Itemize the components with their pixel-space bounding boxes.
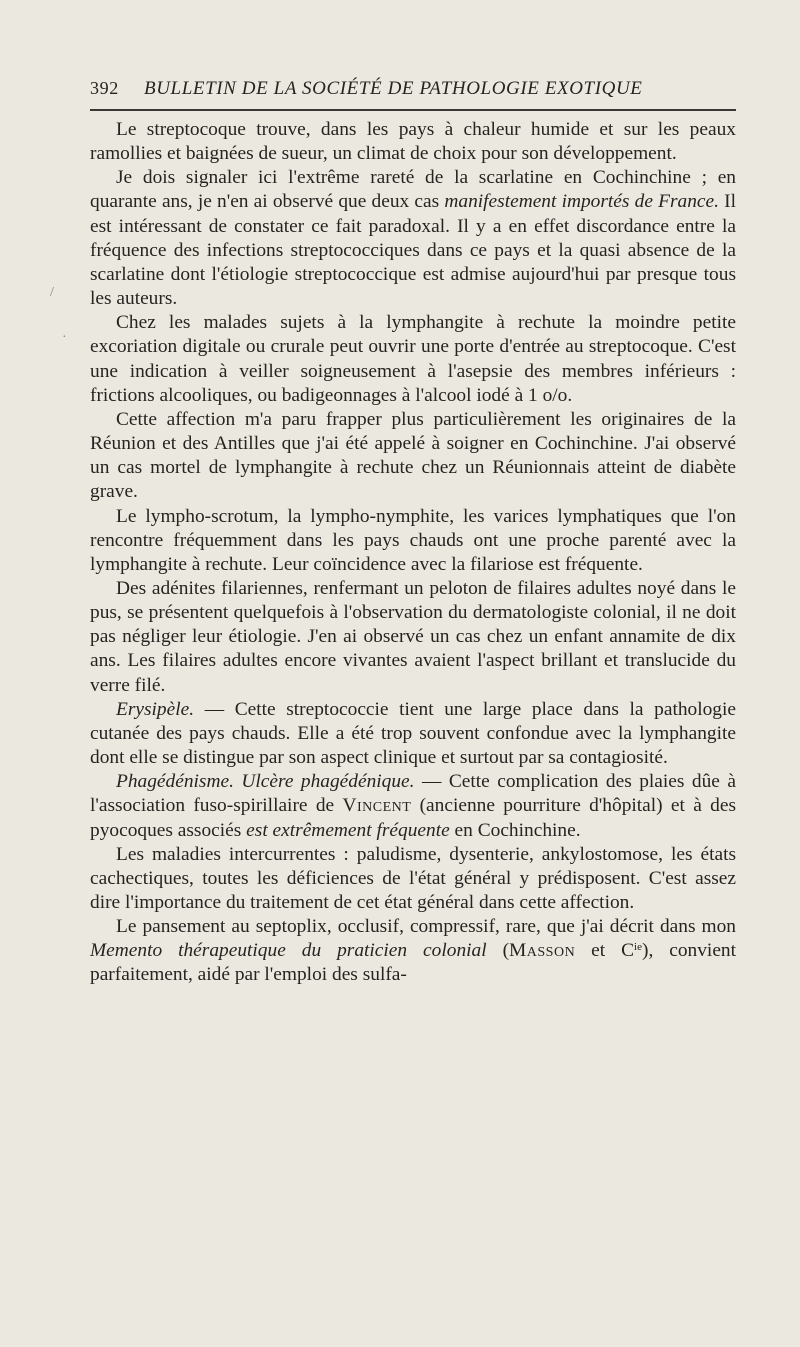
text-run: — Cette complication des plaies dûe à l'association fuso-spirillaire de: [90, 771, 736, 817]
paragraph: Cette affection m'a paru frapper plus particulièrement les originaires de la Réunion et des Antilles que j'ai été appelé à soigner en Cochinchine. J'ai observé un cas mortel de lymphangite à rechute chez un Réunionnais atteint de diabète grave.: [90, 408, 736, 503]
superscript: ie: [634, 941, 642, 954]
header-rule: [90, 109, 736, 111]
page-header: [90, 78, 736, 106]
margin-mark: ·: [62, 330, 67, 345]
book-title: Memento thérapeutique du praticien colonial: [90, 940, 487, 962]
paragraph: Le streptocoque trouve, dans les pays à chaleur humide et sur les peaux ramollies et baignées de sueur, un climat de choix pour son développement.: [90, 119, 736, 165]
text-run: — Cette streptococcie tient une large place dans la pathologie cutanée des pays chauds. Elle a été trop souvent confondue avec la lymphangite dont elle se distingue par son aspect clinique et surtout par sa contagiosité.: [90, 698, 736, 769]
section-heading: Phagédénisme. Ulcère phagédénique.: [116, 771, 415, 793]
italic-text: est extrêmement fréquente: [246, 819, 450, 841]
text-run: Le pansement au septoplix, occlusif, compressif, rare, que j'ai décrit dans mon: [116, 916, 736, 938]
page-number: 392: [90, 78, 119, 98]
italic-text: manifestement importés de France.: [444, 191, 719, 213]
text-run: et C: [575, 940, 635, 962]
paragraph: [90, 770, 736, 842]
text-run: en Cochinchine.: [449, 819, 581, 841]
text-run: (: [486, 940, 510, 962]
margin-mark: /: [50, 285, 54, 300]
publisher-name: Masson: [509, 940, 576, 962]
paragraph: Des adénites filariennes, renfermant un peloton de filaires adultes noyé dans le pus, se présentent quelquefois à l'observation du dermatologiste colonial, il ne doit pas négliger leur étiologie. J'en ai observé un cas chez un enfant annamite de dix ans. Les filaires adultes encore vivantes avaient l'aspect brillant et translucide du verre filé.: [90, 577, 736, 696]
paragraph: Chez les malades sujets à la lymphangite à rechute la moindre petite excoriation digitale ou crurale peut ouvrir une porte d'entrée au streptocoque. C'est une indication à veiller soigneusement à l'asepsie des membres inférieurs : frictions alcooliques, ou badigeonnages à l'alcool iodé à 1 o/o.: [90, 312, 736, 406]
text-run: ), convient parfaitement, aidé par l'emploi des sulfa-: [90, 940, 737, 986]
paragraph: [90, 915, 736, 987]
paragraph: Le lympho-scrotum, la lympho-nymphite, les varices lymphatiques que l'on rencontre fréquemment dans les pays chauds ont une proche parenté avec la lymphangite à rechute. Leur coïncidence avec la filariose est fréquente.: [90, 505, 736, 575]
running-title: BULLETIN DE LA SOCIÉTÉ DE PATHOLOGIE EXOTIQUE: [144, 78, 643, 99]
text-run: Je dois signaler ici l'extrême rareté de la scarlatine en Cochinchine ; en quarante ans, je n'en ai observé que deux cas: [90, 167, 736, 213]
paragraph: [90, 166, 736, 311]
paragraph: Les maladies intercurrentes : paludisme, dysenterie, ankylostomose, les états cachectiques, toutes les déficiences de l'état général y prédisposent. C'est assez dire l'importance du traitement de cet état général dans cette affection.: [90, 843, 736, 913]
author-name: Vincent: [342, 795, 412, 817]
text-run: (ancienne pourriture d'hôpital) et à des pyocoques associés: [90, 795, 736, 841]
text-run: Il est intéressant de constater ce fait paradoxal. Il y a en effet discordance entre la fréquence des infections streptococciques dans ce pays et la quasi absence de la scarlatine dont l'étiologie streptococcique est admise aujourd'hui par presque tous les auteurs.: [90, 191, 737, 310]
body-text: [90, 118, 736, 988]
section-heading: Erysipèle.: [116, 698, 195, 720]
paragraph: [90, 698, 736, 770]
